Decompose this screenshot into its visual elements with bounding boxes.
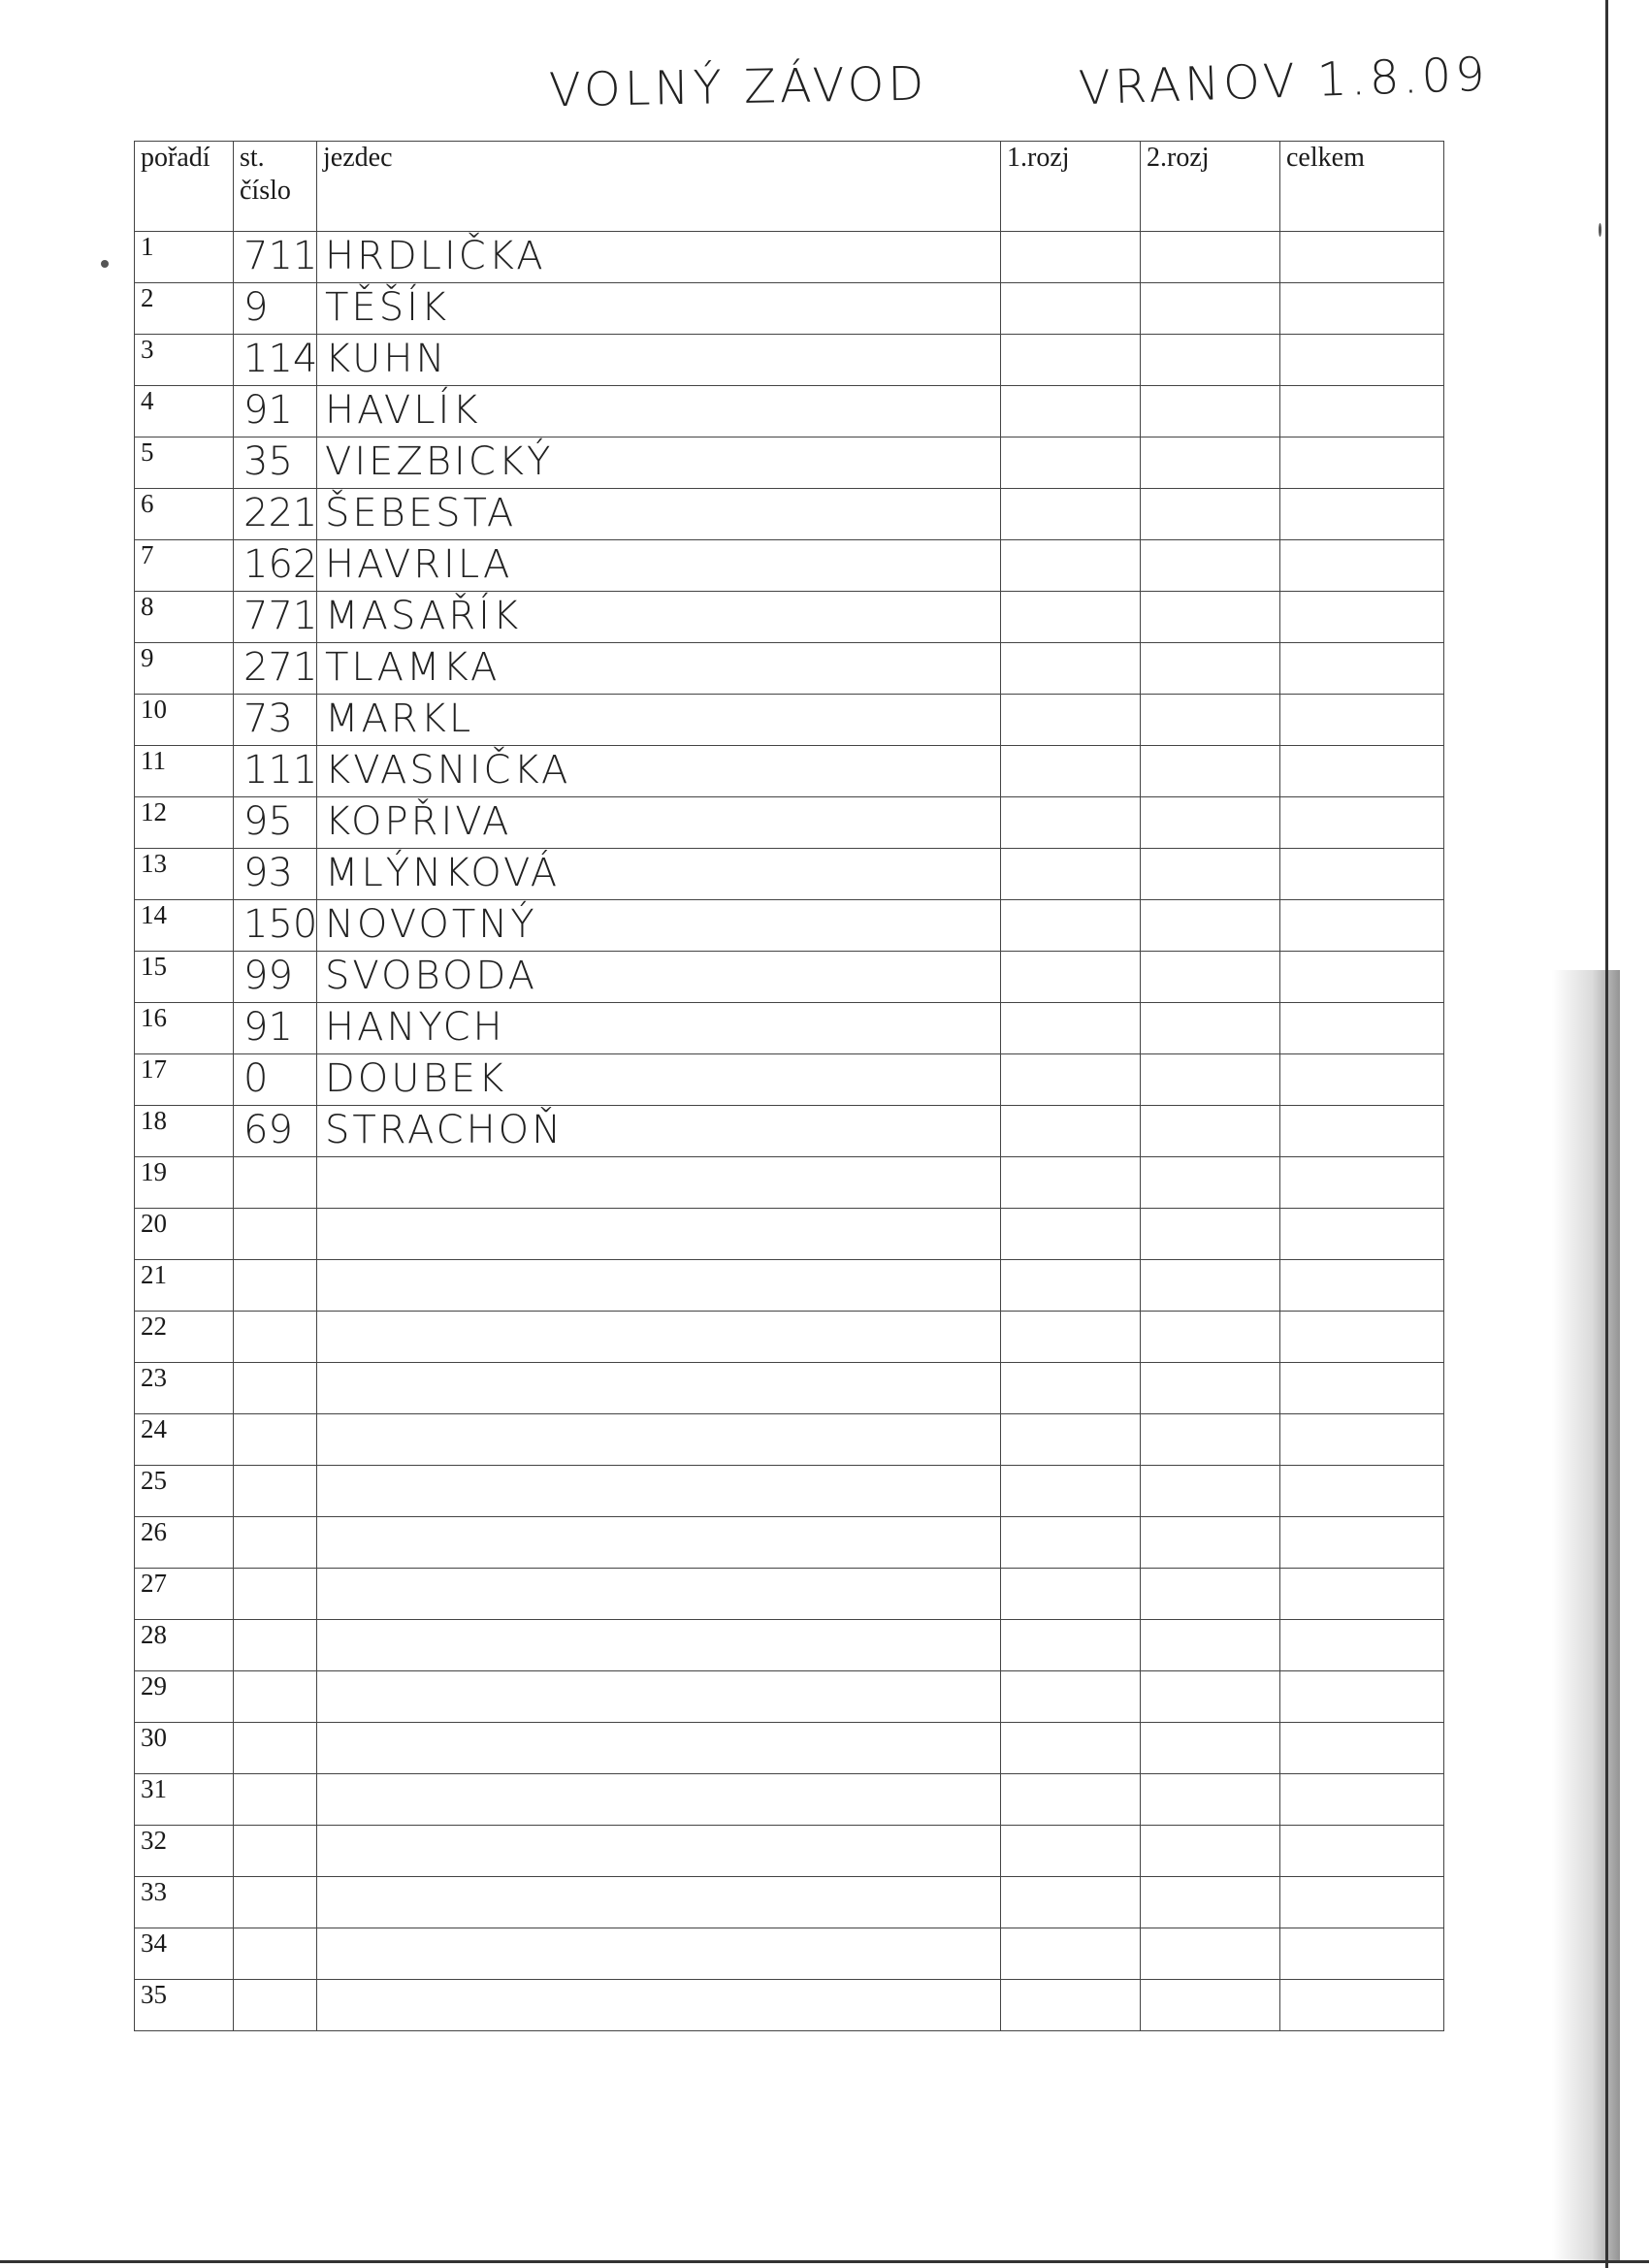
rank-cell: 14 — [135, 900, 234, 952]
run2-cell — [1141, 1312, 1280, 1363]
run1-cell — [1001, 797, 1141, 849]
rank-cell: 18 — [135, 1106, 234, 1157]
start-number-cell — [234, 695, 317, 746]
total-cell — [1280, 1928, 1444, 1980]
results-table — [134, 141, 1444, 2031]
table-row — [135, 1826, 1444, 1877]
run2-cell — [1141, 849, 1280, 900]
handwritten-start-number: 711 — [243, 234, 318, 278]
table-row — [135, 1157, 1444, 1209]
rider-cell — [317, 1312, 1001, 1363]
handwritten-start-number: 150 — [243, 902, 318, 947]
total-cell — [1280, 1877, 1444, 1928]
run2-cell — [1141, 540, 1280, 592]
table-row — [135, 1054, 1444, 1106]
table-row — [135, 1774, 1444, 1826]
start-number-cell — [234, 900, 317, 952]
handwritten-title-left: VOLNÝ ZÁVOD — [548, 56, 928, 118]
table-row — [135, 643, 1444, 695]
table-row — [135, 952, 1444, 1003]
run1-cell — [1001, 900, 1141, 952]
handwritten-rider-name: KUHN — [325, 337, 448, 381]
rider-cell — [317, 386, 1001, 437]
total-cell — [1280, 1054, 1444, 1106]
table-row — [135, 540, 1444, 592]
handwritten-title-right: VRANOV 1.8.09 — [1078, 47, 1490, 116]
run1-cell — [1001, 1620, 1141, 1671]
handwritten-start-number: 221 — [243, 491, 318, 535]
run1-cell — [1001, 1723, 1141, 1774]
handwritten-rider-name: KVASNIČKA — [325, 748, 571, 793]
run1-cell — [1001, 232, 1141, 283]
total-cell — [1280, 1106, 1444, 1157]
handwritten-rider-name: SVOBODA — [325, 954, 537, 998]
start-number-cell — [234, 952, 317, 1003]
start-number-cell — [234, 592, 317, 643]
table-row — [135, 849, 1444, 900]
start-number-cell — [234, 1826, 317, 1877]
total-cell — [1280, 1209, 1444, 1260]
total-cell — [1280, 849, 1444, 900]
rider-cell — [317, 746, 1001, 797]
run2-cell — [1141, 1260, 1280, 1312]
rank-cell: 34 — [135, 1928, 234, 1980]
rider-cell — [317, 1877, 1001, 1928]
start-number-cell — [234, 1106, 317, 1157]
rank-cell: 2 — [135, 283, 234, 335]
run2-cell — [1141, 1414, 1280, 1466]
rider-cell — [317, 283, 1001, 335]
header-rozj2: 2.rozj — [1141, 142, 1280, 232]
table-row — [135, 1877, 1444, 1928]
start-number-cell — [234, 849, 317, 900]
start-number-cell — [234, 1671, 317, 1723]
run2-cell — [1141, 1054, 1280, 1106]
total-cell — [1280, 1723, 1444, 1774]
rank-cell: 7 — [135, 540, 234, 592]
start-number-cell — [234, 1157, 317, 1209]
run1-cell — [1001, 1466, 1141, 1517]
rider-cell — [317, 1980, 1001, 2031]
rider-cell — [317, 335, 1001, 386]
table-row — [135, 489, 1444, 540]
total-cell — [1280, 952, 1444, 1003]
rider-cell — [317, 1209, 1001, 1260]
run1-cell — [1001, 437, 1141, 489]
handwritten-rider-name: STRACHOŇ — [325, 1108, 565, 1152]
header-start-cislo-line2: číslo — [240, 176, 291, 206]
rider-cell — [317, 1517, 1001, 1569]
rank-cell: 32 — [135, 1826, 234, 1877]
start-number-cell — [234, 1569, 317, 1620]
total-cell — [1280, 695, 1444, 746]
rider-cell — [317, 1363, 1001, 1414]
start-number-cell — [234, 1312, 317, 1363]
run1-cell — [1001, 849, 1141, 900]
total-cell — [1280, 643, 1444, 695]
handwritten-start-number: 91 — [243, 1005, 293, 1050]
handwritten-rider-name: HAVRILA — [325, 542, 513, 587]
total-cell — [1280, 386, 1444, 437]
run1-cell — [1001, 1414, 1141, 1466]
rank-cell: 25 — [135, 1466, 234, 1517]
rider-cell — [317, 849, 1001, 900]
rider-cell — [317, 1671, 1001, 1723]
total-cell — [1280, 797, 1444, 849]
start-number-cell — [234, 1620, 317, 1671]
start-number-cell — [234, 386, 317, 437]
run2-cell — [1141, 1003, 1280, 1054]
table-row — [135, 1363, 1444, 1414]
table-row — [135, 1260, 1444, 1312]
run2-cell — [1141, 1620, 1280, 1671]
handwritten-rider-name: VIEZBICKÝ — [325, 439, 554, 484]
handwritten-start-number: 162 — [243, 542, 318, 587]
rank-cell: 9 — [135, 643, 234, 695]
run2-cell — [1141, 1209, 1280, 1260]
rank-cell: 22 — [135, 1312, 234, 1363]
run1-cell — [1001, 489, 1141, 540]
run2-cell — [1141, 1826, 1280, 1877]
rider-cell — [317, 1054, 1001, 1106]
total-cell — [1280, 1312, 1444, 1363]
run1-cell — [1001, 746, 1141, 797]
table-row — [135, 386, 1444, 437]
run2-cell — [1141, 746, 1280, 797]
run2-cell — [1141, 232, 1280, 283]
table-row — [135, 695, 1444, 746]
rank-cell: 4 — [135, 386, 234, 437]
run2-cell — [1141, 1363, 1280, 1414]
rider-cell — [317, 1157, 1001, 1209]
run2-cell — [1141, 1106, 1280, 1157]
table-row — [135, 1620, 1444, 1671]
run1-cell — [1001, 952, 1141, 1003]
rider-cell — [317, 643, 1001, 695]
total-cell — [1280, 1414, 1444, 1466]
rank-cell: 26 — [135, 1517, 234, 1569]
header-start-cislo — [234, 142, 317, 232]
rider-cell — [317, 1003, 1001, 1054]
page-edge-bottom — [0, 2260, 1649, 2263]
rank-cell: 30 — [135, 1723, 234, 1774]
table-row — [135, 1569, 1444, 1620]
start-number-cell — [234, 1723, 317, 1774]
handwritten-start-number: 95 — [243, 799, 293, 844]
run2-cell — [1141, 283, 1280, 335]
rank-cell: 24 — [135, 1414, 234, 1466]
rider-cell — [317, 1928, 1001, 1980]
rank-cell: 10 — [135, 695, 234, 746]
run1-cell — [1001, 1517, 1141, 1569]
handwritten-start-number: 73 — [243, 697, 293, 741]
start-number-cell — [234, 335, 317, 386]
rank-cell: 17 — [135, 1054, 234, 1106]
run1-cell — [1001, 1363, 1141, 1414]
handwritten-start-number: 271 — [243, 645, 318, 690]
run1-cell — [1001, 540, 1141, 592]
start-number-cell — [234, 283, 317, 335]
run1-cell — [1001, 1106, 1141, 1157]
total-cell — [1280, 1003, 1444, 1054]
start-number-cell — [234, 1517, 317, 1569]
rank-cell: 12 — [135, 797, 234, 849]
run1-cell — [1001, 1260, 1141, 1312]
total-cell — [1280, 592, 1444, 643]
handwritten-rider-name: HANYCH — [325, 1005, 505, 1050]
total-cell — [1280, 746, 1444, 797]
handwritten-start-number: 35 — [243, 439, 293, 484]
rider-cell — [317, 592, 1001, 643]
total-cell — [1280, 1569, 1444, 1620]
total-cell — [1280, 489, 1444, 540]
table-row — [135, 1466, 1444, 1517]
run2-cell — [1141, 952, 1280, 1003]
table-row — [135, 1671, 1444, 1723]
rider-cell — [317, 232, 1001, 283]
run1-cell — [1001, 335, 1141, 386]
handwritten-start-number: 9 — [243, 285, 269, 330]
rider-cell — [317, 1260, 1001, 1312]
total-cell — [1280, 1620, 1444, 1671]
start-number-cell — [234, 437, 317, 489]
run1-cell — [1001, 1209, 1141, 1260]
run1-cell — [1001, 283, 1141, 335]
start-number-cell — [234, 643, 317, 695]
table-row — [135, 437, 1444, 489]
total-cell — [1280, 540, 1444, 592]
scan-speck — [1599, 223, 1601, 237]
run2-cell — [1141, 1569, 1280, 1620]
rider-cell — [317, 952, 1001, 1003]
run1-cell — [1001, 1312, 1141, 1363]
rank-cell: 13 — [135, 849, 234, 900]
header-celkem: celkem — [1280, 142, 1444, 232]
table-row — [135, 1723, 1444, 1774]
run2-cell — [1141, 695, 1280, 746]
total-cell — [1280, 1466, 1444, 1517]
rank-cell: 31 — [135, 1774, 234, 1826]
rider-cell — [317, 1414, 1001, 1466]
start-number-cell — [234, 232, 317, 283]
run2-cell — [1141, 335, 1280, 386]
header-jezdec: jezdec — [317, 142, 1001, 232]
handwritten-rider-name: KOPŘIVA — [325, 799, 512, 844]
handwritten-rider-name: MARKL — [325, 697, 474, 741]
table-row — [135, 797, 1444, 849]
handwritten-start-number: 91 — [243, 388, 293, 433]
table-row — [135, 1312, 1444, 1363]
run1-cell — [1001, 1877, 1141, 1928]
rank-cell: 29 — [135, 1671, 234, 1723]
table-row — [135, 1928, 1444, 1980]
rank-cell: 1 — [135, 232, 234, 283]
rider-cell — [317, 1106, 1001, 1157]
start-number-cell — [234, 540, 317, 592]
run1-cell — [1001, 386, 1141, 437]
run2-cell — [1141, 900, 1280, 952]
rider-cell — [317, 695, 1001, 746]
rank-cell: 6 — [135, 489, 234, 540]
rank-cell: 5 — [135, 437, 234, 489]
start-number-cell — [234, 1209, 317, 1260]
table-header-row — [135, 142, 1444, 232]
start-number-cell — [234, 1980, 317, 2031]
handwritten-start-number: 111 — [243, 748, 318, 793]
run2-cell — [1141, 386, 1280, 437]
handwritten-rider-name: TLAMKA — [325, 645, 501, 690]
start-number-cell — [234, 1877, 317, 1928]
run2-cell — [1141, 437, 1280, 489]
total-cell — [1280, 1363, 1444, 1414]
total-cell — [1280, 1157, 1444, 1209]
table-row — [135, 592, 1444, 643]
run1-cell — [1001, 1928, 1141, 1980]
scan-speck — [101, 260, 109, 268]
run1-cell — [1001, 1774, 1141, 1826]
start-number-cell — [234, 1363, 317, 1414]
run1-cell — [1001, 1826, 1141, 1877]
handwritten-rider-name: DOUBEK — [325, 1056, 507, 1101]
rider-cell — [317, 797, 1001, 849]
run2-cell — [1141, 1774, 1280, 1826]
rider-cell — [317, 489, 1001, 540]
total-cell — [1280, 1260, 1444, 1312]
run2-cell — [1141, 1928, 1280, 1980]
total-cell — [1280, 1980, 1444, 2031]
rank-cell: 20 — [135, 1209, 234, 1260]
table-row — [135, 1980, 1444, 2031]
total-cell — [1280, 335, 1444, 386]
run2-cell — [1141, 1517, 1280, 1569]
run2-cell — [1141, 592, 1280, 643]
handwritten-rider-name: TĚŠÍK — [325, 285, 450, 330]
total-cell — [1280, 1517, 1444, 1569]
run2-cell — [1141, 643, 1280, 695]
rank-cell: 27 — [135, 1569, 234, 1620]
handwritten-start-number: 69 — [243, 1108, 293, 1152]
header-poradi: pořadí — [135, 142, 234, 232]
table-row — [135, 283, 1444, 335]
start-number-cell — [234, 1260, 317, 1312]
run1-cell — [1001, 1157, 1141, 1209]
start-number-cell — [234, 1466, 317, 1517]
table-body — [135, 232, 1444, 2031]
start-number-cell — [234, 1003, 317, 1054]
table-row — [135, 1209, 1444, 1260]
run1-cell — [1001, 1980, 1141, 2031]
total-cell — [1280, 1826, 1444, 1877]
run1-cell — [1001, 695, 1141, 746]
table-row — [135, 1106, 1444, 1157]
rank-cell: 16 — [135, 1003, 234, 1054]
run1-cell — [1001, 1054, 1141, 1106]
run1-cell — [1001, 643, 1141, 695]
start-number-cell — [234, 1054, 317, 1106]
run2-cell — [1141, 1671, 1280, 1723]
rider-cell — [317, 1774, 1001, 1826]
rank-cell: 21 — [135, 1260, 234, 1312]
run1-cell — [1001, 1569, 1141, 1620]
start-number-cell — [234, 1928, 317, 1980]
header-rozj1: 1.rozj — [1001, 142, 1141, 232]
start-number-cell — [234, 746, 317, 797]
table-row — [135, 335, 1444, 386]
table-row — [135, 232, 1444, 283]
run2-cell — [1141, 1157, 1280, 1209]
handwritten-rider-name: MASAŘÍK — [325, 594, 522, 638]
handwritten-start-number: 114 — [243, 337, 318, 381]
handwritten-rider-name: MLÝNKOVÁ — [325, 851, 561, 895]
table-row — [135, 746, 1444, 797]
rider-cell — [317, 900, 1001, 952]
scan-shadow — [1552, 970, 1620, 2260]
start-number-cell — [234, 1414, 317, 1466]
rank-cell: 15 — [135, 952, 234, 1003]
page-edge-right — [1605, 0, 1608, 2268]
table-row — [135, 1414, 1444, 1466]
handwritten-rider-name: HAVLÍK — [325, 388, 481, 433]
run1-cell — [1001, 592, 1141, 643]
handwritten-start-number: 93 — [243, 851, 293, 895]
run1-cell — [1001, 1003, 1141, 1054]
rider-cell — [317, 1723, 1001, 1774]
handwritten-rider-name: HRDLIČKA — [325, 234, 546, 278]
rider-cell — [317, 1826, 1001, 1877]
rank-cell: 28 — [135, 1620, 234, 1671]
rider-cell — [317, 1620, 1001, 1671]
rider-cell — [317, 437, 1001, 489]
handwritten-start-number: 0 — [243, 1056, 269, 1101]
start-number-cell — [234, 797, 317, 849]
header-start-cislo-line1: st. — [240, 143, 265, 173]
table-row — [135, 1003, 1444, 1054]
run2-cell — [1141, 1877, 1280, 1928]
rider-cell — [317, 540, 1001, 592]
total-cell — [1280, 1671, 1444, 1723]
table-row — [135, 900, 1444, 952]
rider-cell — [317, 1569, 1001, 1620]
rank-cell: 11 — [135, 746, 234, 797]
handwritten-start-number: 771 — [243, 594, 318, 638]
total-cell — [1280, 1774, 1444, 1826]
rank-cell: 19 — [135, 1157, 234, 1209]
rank-cell: 23 — [135, 1363, 234, 1414]
run2-cell — [1141, 489, 1280, 540]
rank-cell: 8 — [135, 592, 234, 643]
handwritten-rider-name: NOVOTNÝ — [325, 902, 537, 947]
start-number-cell — [234, 489, 317, 540]
total-cell — [1280, 232, 1444, 283]
rider-cell — [317, 1466, 1001, 1517]
start-number-cell — [234, 1774, 317, 1826]
handwritten-rider-name: ŠEBESTA — [325, 491, 517, 535]
handwritten-start-number: 99 — [243, 954, 293, 998]
run2-cell — [1141, 1723, 1280, 1774]
total-cell — [1280, 283, 1444, 335]
run2-cell — [1141, 1466, 1280, 1517]
rank-cell: 35 — [135, 1980, 234, 2031]
run2-cell — [1141, 1980, 1280, 2031]
table-row — [135, 1517, 1444, 1569]
run2-cell — [1141, 797, 1280, 849]
rank-cell: 3 — [135, 335, 234, 386]
run1-cell — [1001, 1671, 1141, 1723]
total-cell — [1280, 900, 1444, 952]
total-cell — [1280, 437, 1444, 489]
rank-cell: 33 — [135, 1877, 234, 1928]
